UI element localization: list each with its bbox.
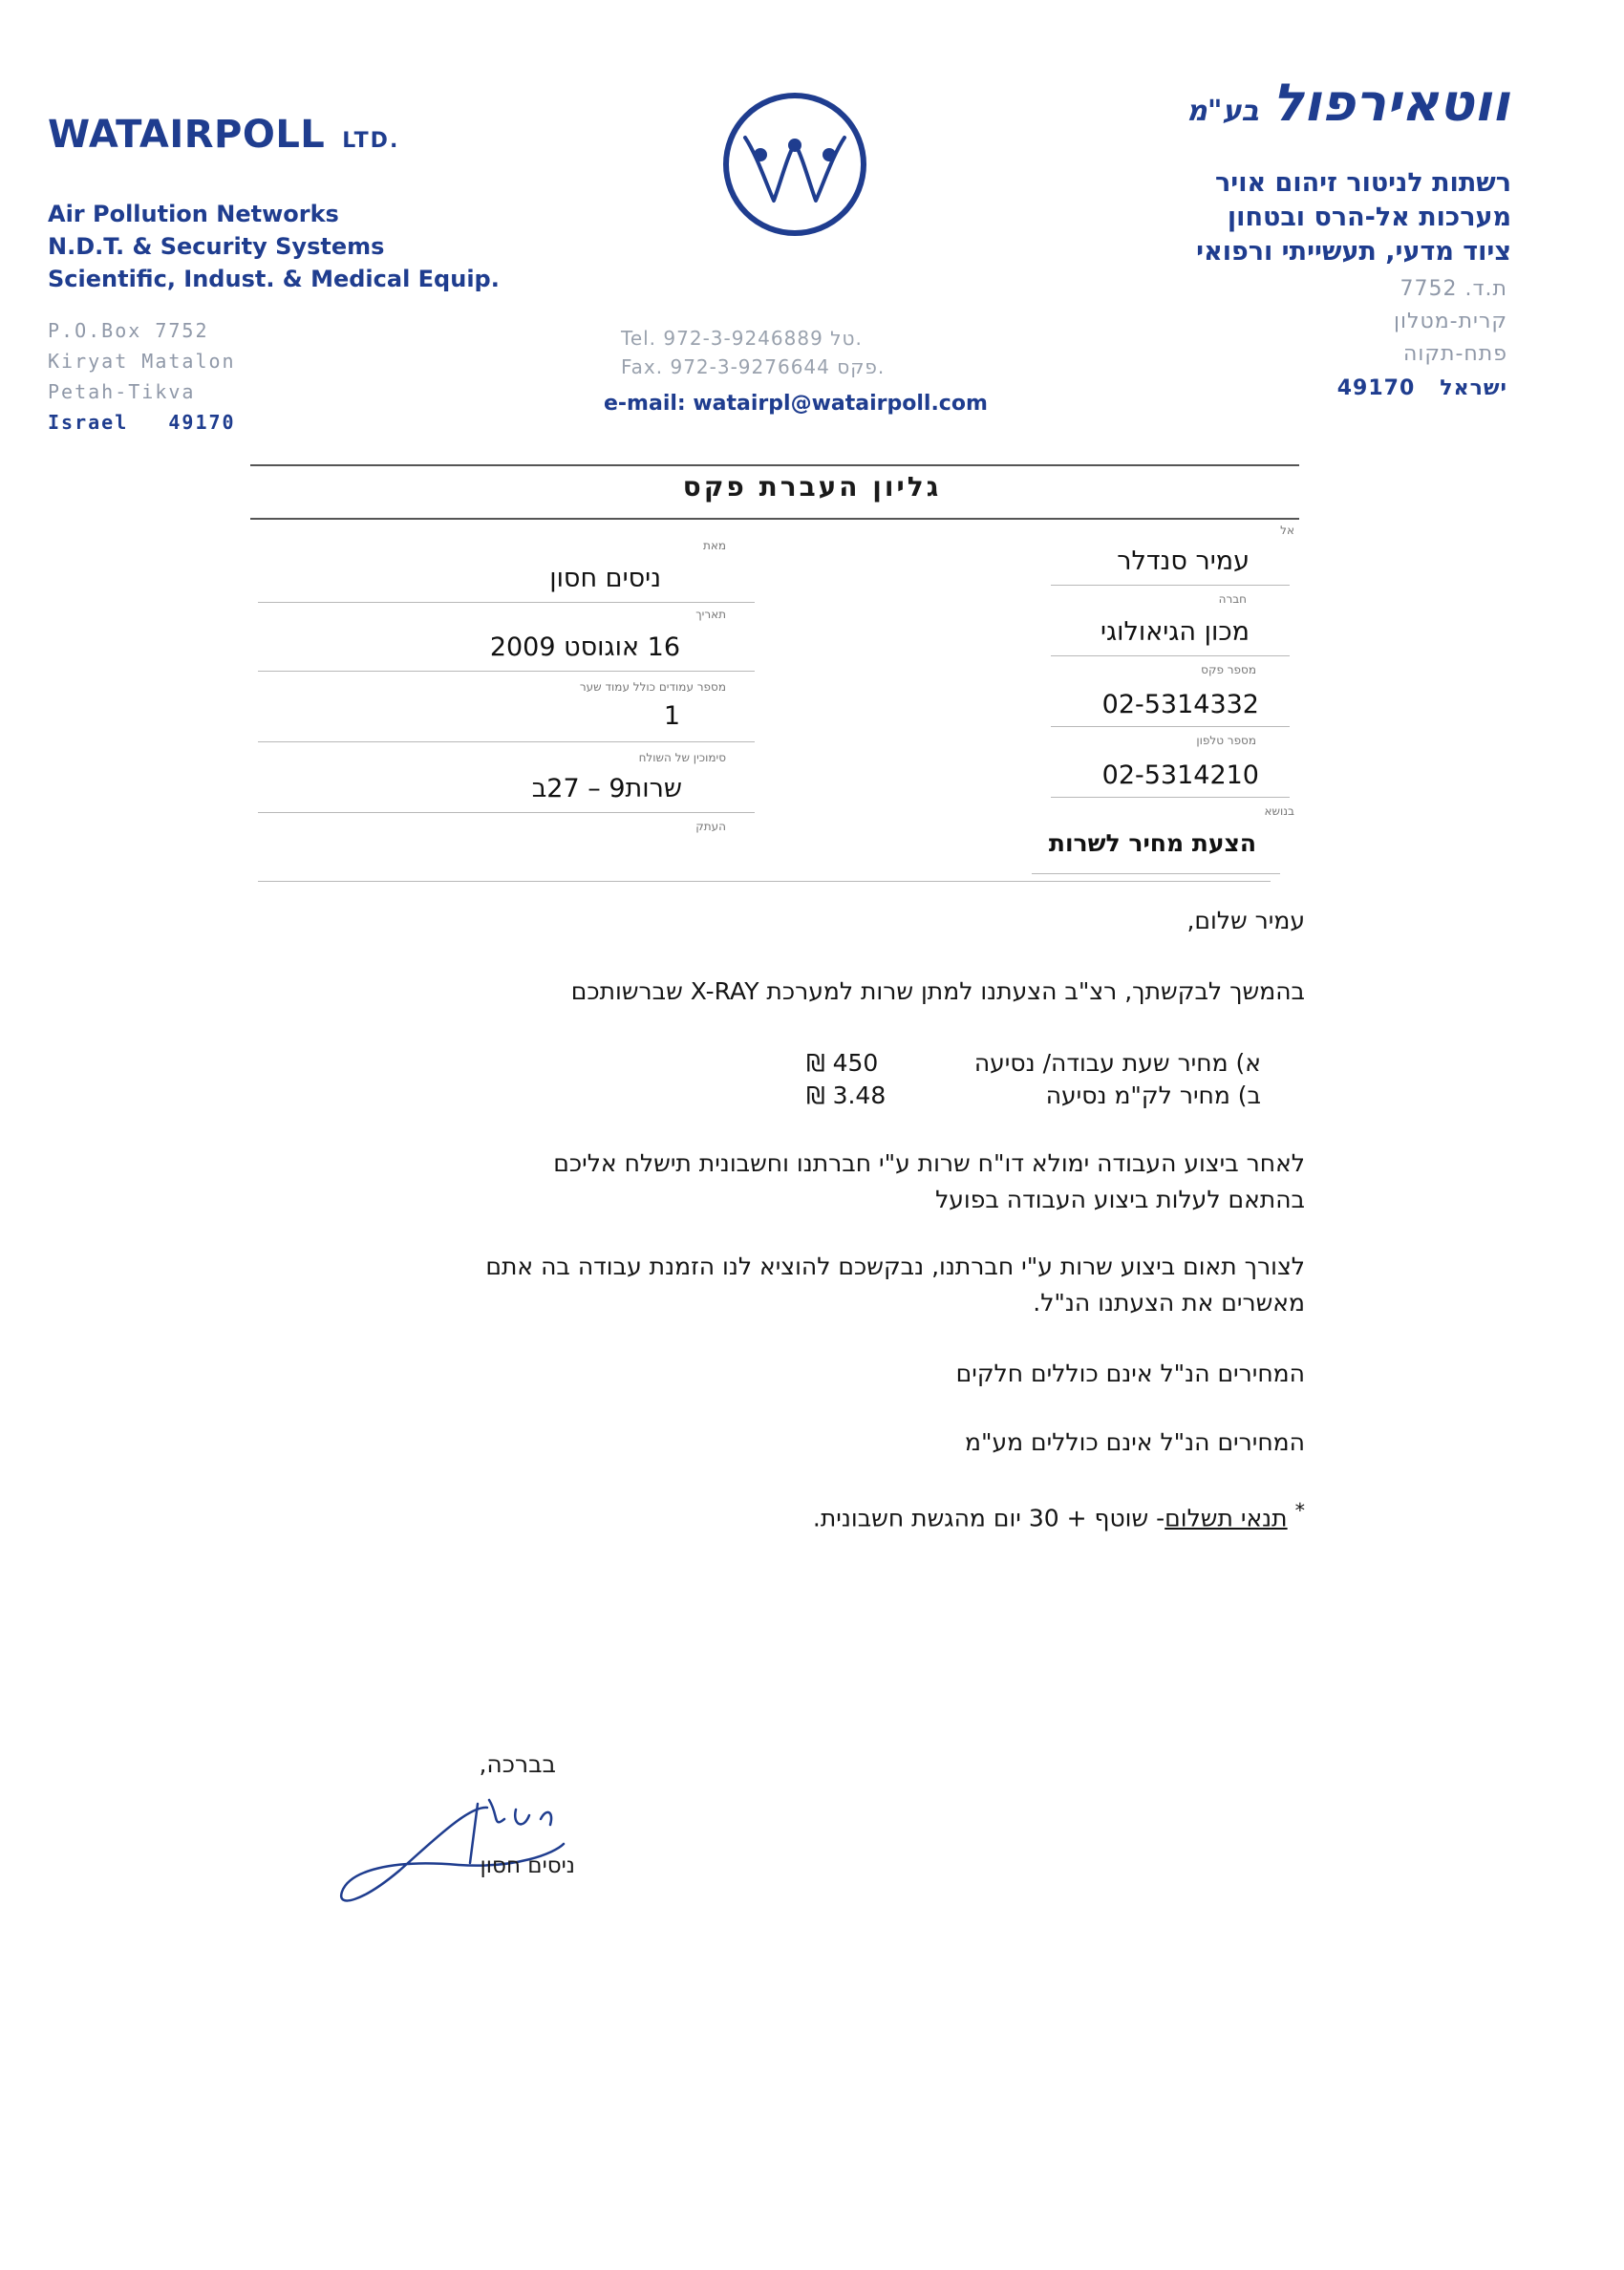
address-he-country — [1337, 376, 1507, 400]
date-label: תאריך — [695, 608, 726, 621]
address-he-region: פתח-תקוה — [1403, 342, 1507, 366]
to-label: אל — [1280, 524, 1294, 537]
price-b-value: 3.48 ₪ — [806, 1081, 887, 1109]
payment-terms — [63, 1492, 1305, 1536]
to-value: עמיר סנדלר — [1117, 546, 1250, 576]
report-line-2: בהתאם לעלות ביצוע העבודה בפועל — [935, 1186, 1305, 1213]
company-name-he: ווטאירפול — [1271, 73, 1509, 133]
form-title-rule — [250, 518, 1299, 520]
tagline-en-1: Air Pollution Networks — [48, 201, 339, 227]
form-top-rule — [250, 464, 1299, 466]
address-en-region: Petah-Tikva — [48, 380, 196, 403]
contact-email[interactable]: e-mail: watairpl@watairpoll.com — [604, 392, 988, 416]
company-value: מכון הגיאולוגי — [1100, 617, 1250, 647]
from-label: מאת — [702, 539, 726, 552]
tagline-en-2: N.D.T. & Security Systems — [48, 233, 385, 260]
date-value: 16 אוגוסט 2009 — [489, 632, 680, 662]
price-a-value: 450 ₪ — [806, 1049, 879, 1077]
zip-he: 49170 — [1336, 376, 1416, 400]
price-b-label: ב) מחיר לק"מ נסיעה — [1045, 1081, 1261, 1109]
fax-number-rule — [1051, 726, 1290, 727]
company-rule — [1051, 655, 1290, 656]
terms-label: תנאי תשלום — [1165, 1504, 1288, 1532]
fax-number-value: 02-5314332 — [1101, 690, 1259, 719]
company-name-en: WATAIRPOLL — [48, 113, 326, 157]
company-label: חברה — [1218, 592, 1247, 606]
date-rule — [258, 671, 755, 672]
to-rule — [1051, 585, 1290, 586]
pages-rule — [258, 741, 755, 742]
pages-value: 1 — [663, 701, 680, 731]
ref-label: סימוכין של השולח — [638, 751, 726, 764]
address-he-pobox: ת.ד. 7752 — [1400, 277, 1507, 301]
greeting: עמיר שלום, — [1186, 907, 1305, 934]
tagline-he-2: מערכות אל-הרס ובטחון — [1227, 203, 1511, 232]
ref-value: שרות9 – 27ב — [531, 774, 682, 803]
phone-number-rule — [1051, 797, 1290, 798]
contact-tel: Tel. 972-3-9246889 טל. — [621, 327, 863, 350]
subject-rule — [1032, 873, 1280, 874]
report-line-1: לאחר ביצוע העבודה ימולא דו"ח שרות ע"י חברתנו וחשבונית תישלח אליכם — [553, 1149, 1305, 1177]
contact-fax: Fax. 972-3-9276644 פקס. — [621, 355, 886, 378]
company-logo-en — [48, 113, 399, 157]
phone-number-label: מספר טלפון — [1196, 734, 1256, 747]
coord-line-2: מאשרים את הצעתנו הנ"ל. — [1033, 1289, 1305, 1317]
subject-value: הצעת מחיר לשרות — [1048, 829, 1256, 857]
pages-label: מספר עמודים כולל עמוד שער — [579, 680, 726, 694]
terms-text: - שוטף + 30 יום מהגשת חשבונית. — [812, 1504, 1165, 1532]
tagline-en-3: Scientific, Indust. & Medical Equip. — [48, 266, 500, 292]
address-en-city: Kiryat Matalon — [48, 350, 236, 373]
tagline-he-1: רשתות לניטור זיהום אויר — [1215, 168, 1511, 198]
copy-label: העתק — [695, 820, 726, 833]
closing-text: בברכה, — [479, 1750, 556, 1778]
company-logo-he — [1186, 73, 1509, 133]
company-ltd-en: LTD. — [342, 129, 400, 153]
note-parts: המחירים הנ"ל אינם כוללים חלקים — [955, 1360, 1305, 1387]
country-en: Israel — [48, 411, 129, 434]
price-a-label: א) מחיר שעת עבודה/ נסיעה — [973, 1049, 1261, 1077]
from-value: ניסים חסון — [549, 564, 661, 593]
intro-paragraph: בהמשך לבקשתך, רצ"ב הצעתנו למתן שרות למערכת X-RAY שברשותכם — [570, 977, 1305, 1005]
form-title: גליון העברת פקס — [682, 471, 942, 503]
address-en-country — [48, 411, 236, 434]
form-bottom-rule — [258, 881, 1271, 882]
address-he-city: קרית-מטלון — [1393, 310, 1507, 333]
w-monogram-icon — [718, 88, 871, 241]
zip-en: 49170 — [168, 411, 236, 434]
from-rule — [258, 602, 755, 603]
phone-number-value: 02-5314210 — [1101, 760, 1259, 790]
fax-number-label: מספר פקס — [1201, 663, 1256, 676]
company-ltd-he: בע"מ — [1186, 95, 1259, 128]
coord-line-1: לצורך תאום ביצוע שרות ע"י חברתנו, נבקשכם להוציא לנו הזמנת עבודה בה אתם — [485, 1253, 1305, 1280]
note-vat: המחירים הנ"ל אינם כוללים מע"מ — [964, 1428, 1305, 1456]
country-he: ישראל — [1440, 376, 1507, 400]
ref-rule — [258, 812, 755, 813]
address-en-pobox: P.O.Box 7752 — [48, 319, 209, 342]
tagline-he-3: ציוד מדעי, תעשייתי ורפואי — [1196, 237, 1511, 267]
subject-label: בנושא — [1264, 804, 1294, 818]
signer-name: ניסים חסון — [480, 1853, 575, 1878]
terms-asterisk: * — [1294, 1499, 1305, 1522]
